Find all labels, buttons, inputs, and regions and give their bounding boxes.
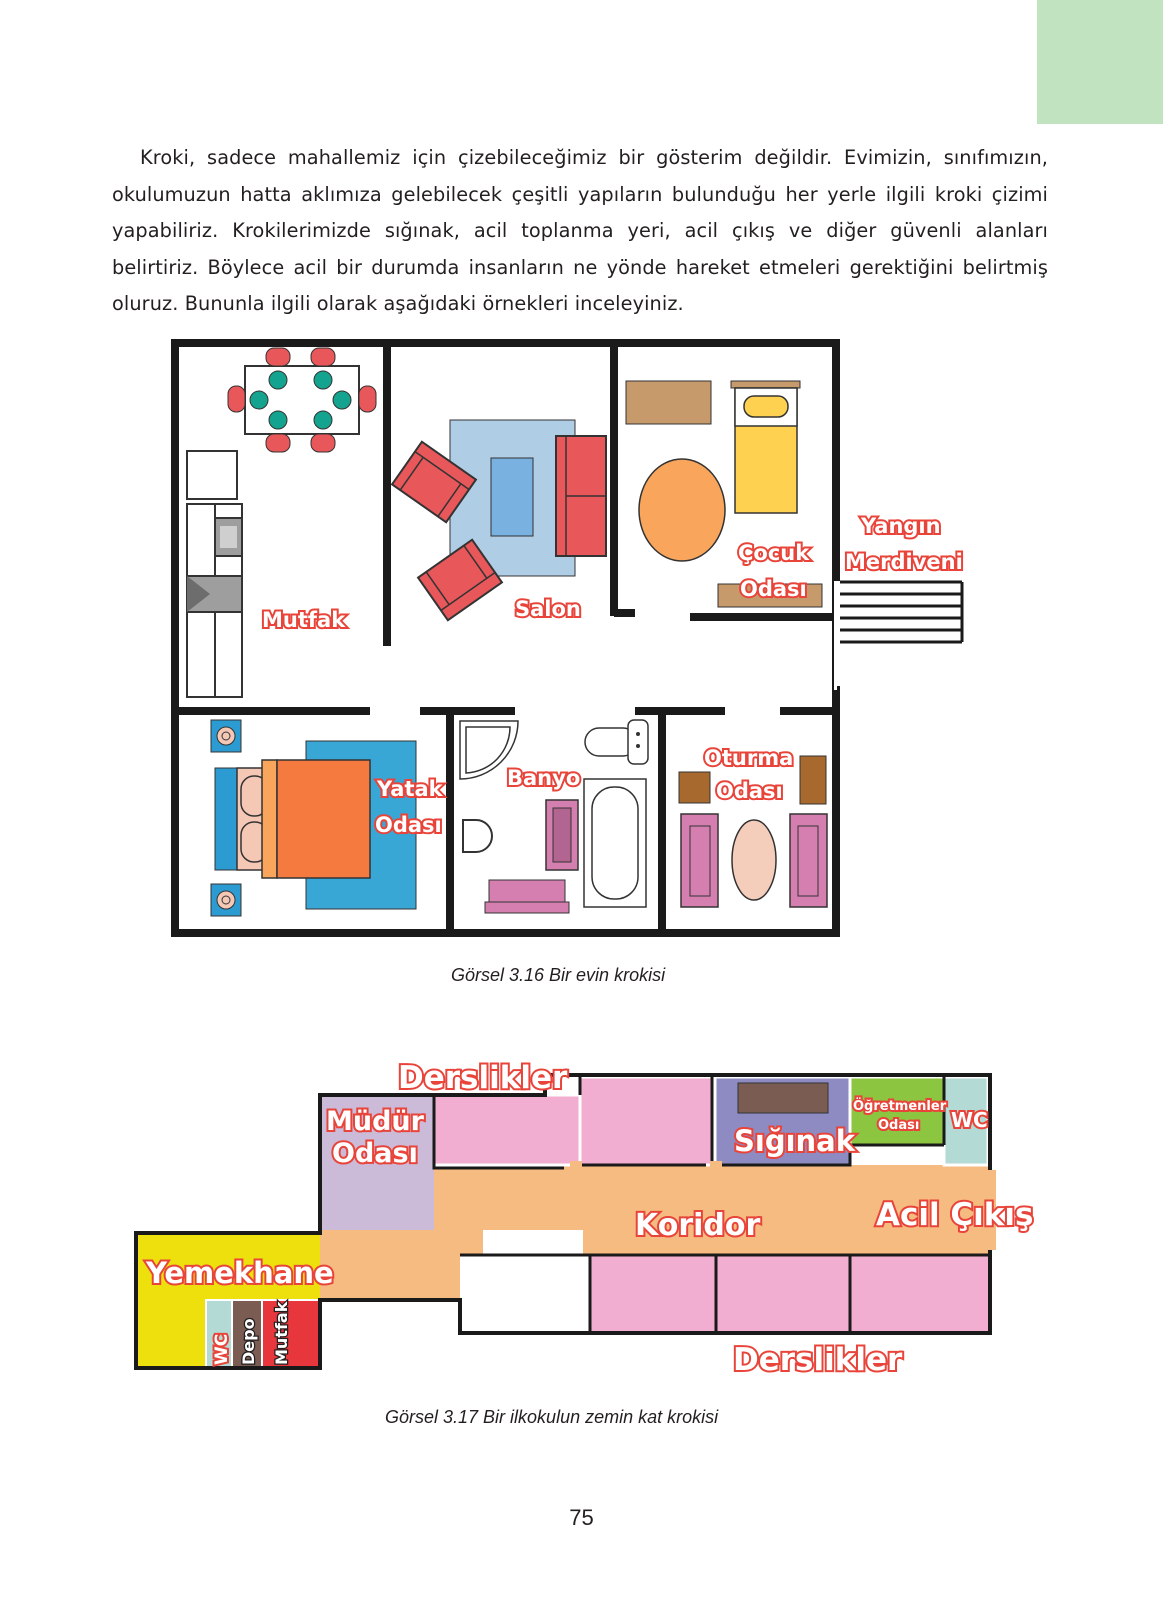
label-derslikler-top: Derslikler	[398, 1060, 568, 1096]
label-cocuk-1: Çocuk	[738, 541, 810, 565]
school-floor-plan	[130, 1045, 1034, 1385]
label-oturma-2: Odası	[716, 779, 783, 803]
page-number: 75	[569, 1505, 594, 1530]
body-paragraph-text: Kroki, sadece mahallemiz için çizebileceğimiz bir gösterim değildir. Evimizin, sınıfımızın, okulumuzun hatta aklımıza gelebilecek çeşitli yapıların bulunduğu her yerle ilgili kroki çizimi yapabiliriz. Krokilerimizde sığınak, acil toplanma yeri, acil çıkış ve diğer güvenli alanları belirtiriz. Böylece acil bir durumda insanların ne yönde hareket etmeleri gerektiğini belirtmiş oluruz. Bununla ilgili olarak aşağıdaki örnekleri inceleyiniz.	[112, 146, 1048, 315]
body-paragraph	[112, 140, 1048, 323]
label-mudur-1: Müdür	[326, 1106, 424, 1137]
label-mutfak-school: Mutfak	[272, 1301, 291, 1365]
figure1-caption: Görsel 3.16 Bir evin krokisi	[451, 965, 666, 985]
label-yemekhane: Yemekhane	[146, 1256, 334, 1290]
label-mutfak: Mutfak	[262, 608, 346, 632]
house-floor-plan	[170, 336, 970, 942]
label-siginak: Sığınak	[734, 1124, 856, 1158]
label-salon: Salon	[515, 597, 581, 621]
label-yatak-1: Yatak	[377, 777, 443, 801]
label-wc-top: WC	[951, 1108, 988, 1132]
label-banyo: Banyo	[507, 766, 581, 790]
label-mudur-2: Odası	[332, 1138, 418, 1169]
label-ogretmenler-2: Odası	[878, 1118, 920, 1133]
label-yangin-2: Merdiveni	[845, 550, 963, 574]
label-derslikler-bottom: Derslikler	[733, 1342, 903, 1378]
label-ogretmenler-1: Öğretmenler	[853, 1099, 947, 1114]
figure2-caption: Görsel 3.17 Bir ilkokulun zemin kat krokisi	[385, 1407, 719, 1427]
label-wc-bottom: WC	[212, 1333, 232, 1365]
label-koridor: Koridor	[635, 1208, 761, 1243]
label-depo: Depo	[239, 1318, 258, 1365]
label-yangin-1: Yangın	[861, 514, 941, 538]
label-yatak-2: Odası	[375, 813, 442, 837]
chapter-tab	[1037, 0, 1163, 124]
label-acil-cikis: Acil Çıkış	[876, 1197, 1034, 1233]
label-cocuk-2: Odası	[740, 577, 807, 601]
label-oturma-1: Oturma	[704, 746, 794, 770]
